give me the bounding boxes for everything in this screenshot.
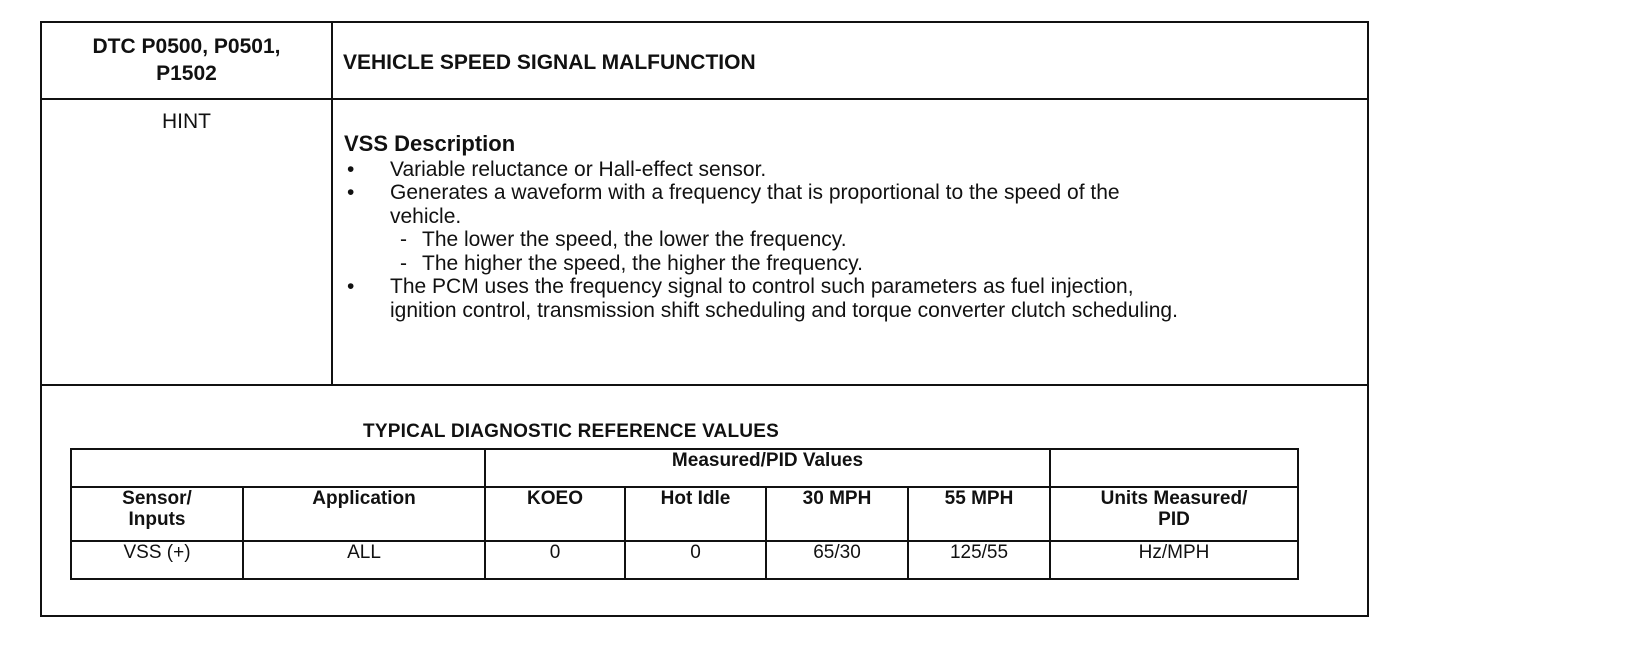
hint-label: HINT xyxy=(162,110,211,133)
column-header xyxy=(485,487,625,541)
column-header-line1: Hot Idle xyxy=(660,488,731,509)
table-cell-empty xyxy=(1050,449,1298,487)
column-header xyxy=(625,487,766,541)
dash-icon: - xyxy=(400,228,407,251)
table-cell: VSS (+) xyxy=(71,541,243,579)
column-divider xyxy=(331,23,333,384)
dtc-document xyxy=(40,21,1369,617)
sub-item xyxy=(344,252,1364,276)
column-header xyxy=(766,487,908,541)
reference-values-title: TYPICAL DIAGNOSTIC REFERENCE VALUES xyxy=(363,421,779,442)
column-header xyxy=(71,487,243,541)
column-header-line1: KOEO xyxy=(527,488,583,509)
reference-values-table xyxy=(70,448,1299,580)
table-cell-empty xyxy=(71,449,485,487)
hint-heading: VSS Description xyxy=(344,131,516,156)
bullet-text-line2: ignition control, transmission shift scheduling and torque converter clutch scheduling. xyxy=(390,298,1178,322)
hint-body xyxy=(344,132,1364,322)
table-cell: 0 xyxy=(625,541,766,579)
measured-values-group-header: Measured/PID Values xyxy=(485,449,1050,487)
dtc-header-row xyxy=(42,23,1367,100)
sub-item-text: The higher the speed, the higher the frequency. xyxy=(422,251,863,275)
column-header-line1: 55 MPH xyxy=(944,488,1014,509)
column-header-line1: 30 MPH xyxy=(802,488,872,509)
hint-row xyxy=(42,100,1367,386)
bullet-item xyxy=(344,275,1364,322)
dash-icon: - xyxy=(400,251,407,275)
bullet-text-line2: vehicle. xyxy=(390,204,462,228)
column-header-line1: Units Measured/ xyxy=(1100,488,1248,509)
bullet-icon: • xyxy=(347,181,355,204)
bullet-item xyxy=(344,158,1364,182)
dtc-code-line1: DTC P0500, P0501, xyxy=(92,35,281,58)
bullet-icon: • xyxy=(347,275,355,298)
column-header xyxy=(243,487,485,541)
column-header xyxy=(1050,487,1298,541)
column-header xyxy=(908,487,1050,541)
column-header-line1: Application xyxy=(312,488,416,509)
bullet-icon: • xyxy=(347,157,355,181)
table-cell: Hz/MPH xyxy=(1050,541,1298,579)
table-cell: 125/55 xyxy=(908,541,1050,579)
column-header-line2: Inputs xyxy=(128,509,186,530)
dtc-code-line2: P1502 xyxy=(156,62,217,85)
table-cell: 0 xyxy=(485,541,625,579)
table-group-header-row xyxy=(71,449,1298,487)
bullet-item xyxy=(344,181,1364,228)
sub-item-text: The lower the speed, the lower the frequency. xyxy=(422,228,847,251)
dtc-title: VEHICLE SPEED SIGNAL MALFUNCTION xyxy=(343,51,756,74)
table-header-row xyxy=(71,487,1298,541)
column-header-line2: PID xyxy=(1158,509,1190,530)
bullet-text: Variable reluctance or Hall-effect sensor. xyxy=(390,157,767,181)
bullet-text-line1: The PCM uses the frequency signal to control such parameters as fuel injection, xyxy=(390,275,1134,298)
table-cell: 65/30 xyxy=(766,541,908,579)
table-row xyxy=(71,541,1298,579)
sub-item xyxy=(344,228,1364,252)
column-header-line1: Sensor/ xyxy=(122,488,192,509)
bullet-text-line1: Generates a waveform with a frequency that is proportional to the speed of the xyxy=(390,181,1120,204)
table-cell: ALL xyxy=(243,541,485,579)
dtc-code xyxy=(42,33,331,87)
